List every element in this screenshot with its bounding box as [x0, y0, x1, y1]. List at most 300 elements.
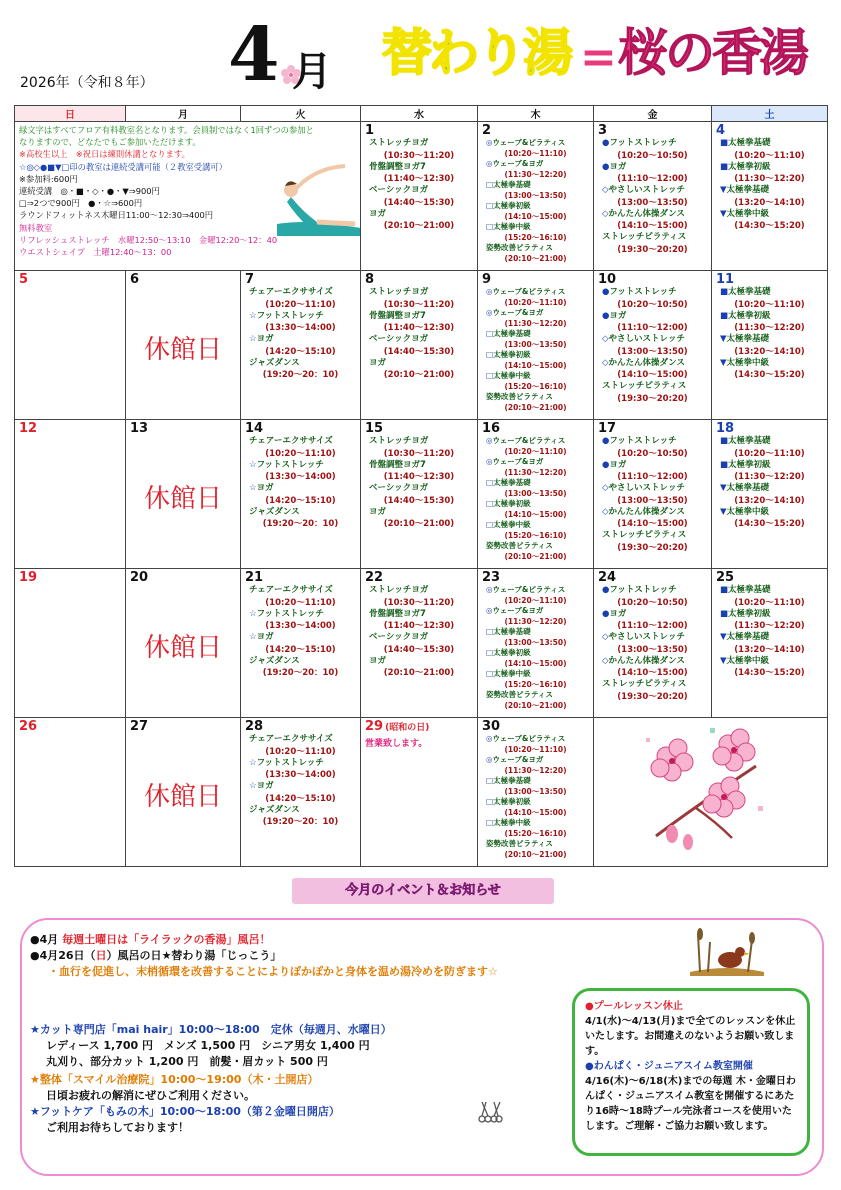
class-mark: ■: [720, 436, 729, 446]
class-time: (14:10～15:00): [617, 519, 688, 529]
class-time: (11:10～12:00): [617, 472, 688, 482]
class-name: □太極拳基礎: [486, 478, 531, 487]
class-time: (19:20～20：10): [262, 817, 339, 827]
class-time: (11:30～12:20): [504, 765, 567, 775]
class-name: ■太極拳初級: [720, 161, 771, 172]
day-number: 16: [482, 421, 501, 436]
class-time: (20:10～21:00): [383, 519, 455, 529]
class-time: (13:00～13:50): [617, 346, 688, 357]
class-time: (19:30～20:20): [617, 244, 688, 255]
event-text: ・血行を促進し、末梢循環を改善することによりぽかぽかと身体を温め湯冷めを防ぎます☆: [48, 965, 498, 978]
bath-title: 替わり湯: [382, 24, 570, 82]
class-name: □太極拳初級: [486, 648, 531, 657]
class-time: (14:30～15:20): [734, 668, 805, 678]
week-row-2: [15, 271, 828, 420]
class-time: (19:20～20：10): [262, 668, 339, 678]
class-mark: ●: [602, 287, 610, 297]
class-name: ▼太極拳中級: [720, 506, 770, 517]
day-cell-10[interactable]: [594, 271, 712, 420]
class-time: (13:00～13:50): [504, 637, 567, 647]
class-mark: □: [486, 520, 494, 529]
class-mark: ●: [602, 310, 610, 321]
shop-hair: [30, 1022, 392, 1070]
class-mark: ●: [602, 585, 610, 595]
class-name: □太極拳基礎: [486, 180, 531, 189]
day-cell-12[interactable]: [15, 420, 126, 569]
day-cell-11[interactable]: [712, 271, 828, 420]
class-mark: ◎: [486, 606, 493, 615]
holiday-open-note: 営業致します。: [365, 739, 428, 749]
class-time: (13:00～13:50): [617, 197, 688, 208]
class-name: ◇やさしいストレッチ: [602, 185, 685, 195]
class-name: ●ヨガ: [602, 161, 627, 172]
day-cell-26[interactable]: [15, 718, 126, 867]
class-name: ●フットストレッチ: [602, 436, 677, 446]
class-list: [482, 287, 589, 413]
day-cell-22[interactable]: [361, 569, 478, 718]
day-cell-3[interactable]: [594, 122, 712, 271]
day-cell-1[interactable]: [361, 122, 478, 271]
day-cell-15[interactable]: [361, 420, 478, 569]
weekday-fri: 金: [594, 106, 712, 122]
class-name: ●フットストレッチ: [602, 287, 677, 297]
class-name: ■太極拳基礎: [720, 436, 771, 446]
class-time: (10:20～10:50): [617, 448, 688, 459]
class-mark: □: [486, 371, 494, 380]
closed-label: 休館日: [143, 633, 222, 663]
class-name: ◇やさしいストレッチ: [602, 632, 685, 642]
class-time: (13:20～14:10): [734, 495, 805, 506]
event-text: ★替わり湯「じっこう」: [161, 949, 282, 962]
class-time: (14:30～15:20): [734, 370, 805, 380]
day-cell-2[interactable]: [478, 122, 594, 271]
class-name: ●フットストレッチ: [602, 585, 677, 595]
day-number: 28: [245, 719, 264, 734]
class-time: (20:10～21:00): [504, 253, 567, 263]
class-list: [716, 287, 823, 381]
day-cell-7[interactable]: [241, 271, 361, 420]
class-time: (10:20～11:10): [504, 297, 567, 307]
class-list: [598, 287, 707, 405]
day-cell-19[interactable]: [15, 569, 126, 718]
class-name: □太極拳中級: [486, 818, 531, 827]
class-time: (15:20～16:10): [504, 530, 567, 540]
event-item: [30, 948, 281, 964]
day-cell-30[interactable]: [478, 718, 594, 867]
class-name: ■太極拳基礎: [720, 585, 771, 595]
day-cell-20[interactable]: [126, 569, 241, 718]
class-list: [365, 287, 473, 381]
class-mark: ◎: [486, 287, 493, 296]
class-name: ストレッチピラティス: [602, 679, 687, 689]
class-name: ◎ウェーブ&ヨガ: [486, 755, 544, 764]
class-mark: □: [486, 499, 494, 508]
class-name: ◇かんたん体操ダンス: [602, 655, 685, 666]
shop-detail: レディース 1,700 円 メンズ 1,500 円 シニア男女 1,400 円: [46, 1039, 370, 1052]
title-equals: =: [580, 32, 614, 83]
day-cell-9[interactable]: [478, 271, 594, 420]
day-number: 18: [716, 421, 735, 436]
day-number: 29 (昭和の日): [365, 719, 430, 734]
class-mark: ■: [720, 310, 729, 321]
class-name: ■太極拳初級: [720, 459, 771, 470]
class-mark: ■: [720, 459, 729, 470]
class-time: (10:30～11:20): [383, 150, 455, 161]
class-name: ☆フットストレッチ: [249, 608, 324, 619]
day-number: 12: [19, 421, 38, 436]
class-time: (14:20～15:10): [265, 793, 336, 804]
class-mark: ●: [602, 608, 610, 619]
class-name: ◎ウェーブ&ピラティス: [486, 734, 566, 743]
class-time: (10:30～11:20): [383, 448, 455, 459]
year-label: 2026年（令和８年）: [20, 75, 154, 91]
day-number: 26: [19, 719, 38, 734]
class-mark: ▼: [720, 632, 727, 642]
class-time: (10:20～10:50): [617, 299, 688, 310]
class-mark: □: [486, 648, 494, 657]
class-time: (11:10～12:00): [617, 323, 688, 333]
class-mark: □: [486, 797, 494, 806]
class-mark: ▼: [720, 357, 727, 368]
weekday-sat: 土: [712, 106, 828, 122]
class-mark: □: [486, 222, 494, 231]
class-mark: ●: [602, 138, 610, 148]
class-name: □太極拳中級: [486, 222, 531, 231]
class-mark: ◇: [602, 632, 609, 642]
class-name: ▼太極拳基礎: [720, 185, 770, 195]
class-time: (14:10～15:00): [617, 221, 688, 231]
class-mark: □: [486, 627, 494, 636]
event-text: 毎週土曜日は「ライラックの香湯」風呂！: [62, 933, 271, 946]
class-list: [365, 138, 473, 232]
class-time: (13:30～14:00): [265, 770, 336, 780]
class-mark: ◎: [486, 457, 493, 466]
class-list: [716, 585, 823, 679]
event-text: ●4月26日（: [30, 949, 96, 962]
class-name: 姿勢改善ピラティス: [486, 541, 553, 550]
shop-footcare: [30, 1104, 340, 1136]
class-name: ストレッチピラティス: [602, 381, 687, 391]
class-name: ▼太極拳中級: [720, 357, 770, 368]
day-number: 14: [245, 421, 264, 436]
event-item: [48, 964, 498, 980]
day-cell-18[interactable]: [712, 420, 828, 569]
class-time: (11:40～12:30): [383, 323, 455, 333]
class-time: (15:20～16:10): [504, 679, 567, 689]
class-time: (14:10～15:00): [504, 360, 567, 370]
class-name: ◎ウェーブ&ヨガ: [486, 308, 544, 317]
class-mark: ☆: [249, 483, 257, 493]
class-mark: ▼: [720, 208, 727, 219]
class-name: ●ヨガ: [602, 608, 627, 619]
class-mark: ◎: [486, 436, 493, 445]
day-cell-5[interactable]: [15, 271, 126, 420]
class-time: (15:20～16:10): [504, 232, 567, 242]
closed-label: 休館日: [143, 782, 222, 812]
class-mark: ◎: [486, 734, 493, 743]
class-time: (13:20～14:10): [734, 644, 805, 655]
notice-line: リフレッシュストレッチ 水曜12:50～13:10 金曜12:20～12：40: [19, 234, 278, 245]
notice-line: 緑文字はすべてフロア有料教室名となります。会員制ではなく1回ずつの参加と: [19, 125, 314, 135]
class-name: ヨガ: [369, 357, 387, 368]
class-list: [598, 585, 707, 703]
class-list: [716, 138, 823, 232]
class-name: ☆ヨガ: [249, 334, 274, 344]
class-name: ストレッチピラティス: [602, 232, 687, 242]
pool-heading: ●プールレッスン休止: [585, 1001, 683, 1012]
day-number: 22: [365, 570, 384, 585]
class-time: (20:10～21:00): [504, 849, 567, 859]
class-time: (10:20～11:10): [504, 744, 567, 754]
class-time: (14:10～15:00): [504, 211, 567, 221]
day-number: 7: [245, 272, 255, 287]
class-mark: ◇: [602, 506, 609, 517]
class-time: (10:20～11:10): [734, 299, 805, 310]
pool-notice-box: [572, 988, 810, 1156]
notice-line: 連続受講 ◎・■・◇・●・▼⇒900円: [19, 186, 160, 197]
day-number: 23: [482, 570, 501, 585]
class-time: (11:40～12:30): [383, 621, 455, 631]
class-time: (19:30～20:20): [617, 393, 688, 404]
class-name: ベーシックヨガ: [369, 334, 429, 344]
class-mark: ◇: [602, 208, 609, 219]
weekday-mon: 月: [126, 106, 241, 122]
day-cell-4[interactable]: [712, 122, 828, 271]
day-number: 17: [598, 421, 617, 436]
class-time: (20:10～21:00): [383, 668, 455, 678]
class-name: 姿勢改善ピラティス: [486, 392, 553, 401]
class-list: [245, 734, 356, 828]
shop-detail: 日頃お疲れの解消にぜひご利用ください。: [46, 1089, 255, 1102]
day-number: 5: [19, 272, 29, 287]
class-time: (13:30～14:00): [265, 472, 336, 482]
class-mark: ▼: [720, 483, 727, 493]
class-time: (11:30～12:20): [504, 467, 567, 477]
day-cell-28[interactable]: [241, 718, 361, 867]
class-mark: □: [486, 478, 494, 487]
class-mark: □: [486, 669, 494, 678]
class-mark: ◎: [486, 138, 493, 147]
day-cell-24[interactable]: [594, 569, 712, 718]
day-number: 20: [130, 570, 149, 585]
day-number: 30: [482, 719, 501, 734]
class-name: ☆フットストレッチ: [249, 459, 324, 470]
class-name: ヨガ: [369, 655, 387, 666]
class-name: ■太極拳初級: [720, 608, 771, 619]
class-time: (20:10～21:00): [383, 221, 455, 231]
class-name: 骨盤調整ヨガ7: [369, 608, 426, 619]
class-time: (13:20～14:10): [734, 197, 805, 208]
event-text: 日: [95, 949, 107, 962]
class-name: ベーシックヨガ: [369, 483, 429, 493]
class-name: ◇やさしいストレッチ: [602, 483, 685, 493]
class-time: (10:20～11:10): [265, 746, 336, 757]
shop-detail: 丸刈り、部分カット 1,200 円 前髪・眉カット 500 円: [46, 1055, 328, 1068]
class-time: (15:20～16:10): [504, 381, 567, 391]
day-cell-14[interactable]: [241, 420, 361, 569]
class-time: (10:20～11:10): [265, 299, 336, 310]
class-name: □太極拳初級: [486, 499, 531, 508]
class-list: [482, 436, 589, 562]
weekday-sun: 日: [15, 106, 126, 122]
day-number: 1: [365, 123, 375, 138]
class-time: (13:00～13:50): [617, 495, 688, 506]
class-list: [245, 585, 356, 679]
event-text: ●4月: [30, 933, 59, 946]
class-time: (14:30～15:20): [734, 221, 805, 231]
class-mark: ▼: [720, 655, 727, 666]
day-cell-6[interactable]: [126, 271, 241, 420]
class-name: ●ヨガ: [602, 310, 627, 321]
class-mark: ☆: [249, 459, 257, 470]
class-time: (14:40～15:30): [383, 197, 455, 208]
class-time: (11:30～12:20): [504, 616, 567, 626]
day-number: 24: [598, 570, 617, 585]
class-name: ▼太極拳中級: [720, 655, 770, 666]
class-name: ■太極拳基礎: [720, 287, 771, 297]
class-time: (10:30～11:20): [383, 299, 455, 310]
class-time: (10:20～11:10): [504, 446, 567, 456]
event-text: ）風呂の日: [106, 949, 162, 962]
class-name: □太極拳中級: [486, 371, 531, 380]
class-name: ジャズダンス: [249, 357, 300, 368]
day-number: 8: [365, 272, 375, 287]
day-number: 3: [598, 123, 608, 138]
class-time: (10:20～10:50): [617, 597, 688, 608]
class-mark: ■: [720, 138, 729, 148]
day-cell-29[interactable]: [361, 718, 478, 867]
class-mark: ◇: [602, 483, 609, 493]
class-name: ◇かんたん体操ダンス: [602, 208, 685, 219]
class-name: ◇やさしいストレッチ: [602, 334, 685, 344]
day-cell-17[interactable]: [594, 420, 712, 569]
class-time: (11:40～12:30): [383, 472, 455, 482]
day-number: 11: [716, 272, 735, 287]
class-name: 姿勢改善ピラティス: [486, 243, 553, 252]
class-name: チェアーエクササイズ: [249, 585, 333, 595]
class-time: (13:30～14:00): [265, 621, 336, 631]
class-name: ストレッチヨガ: [369, 138, 429, 148]
class-time: (13:00～13:50): [504, 488, 567, 498]
class-name: □太極拳初級: [486, 350, 531, 359]
month-number: 4: [228, 12, 280, 98]
class-time: (14:20～15:10): [265, 495, 336, 506]
class-time: (10:20～11:10): [504, 595, 567, 605]
class-name: ◎ウェーブ&ヨガ: [486, 606, 544, 615]
class-time: (11:30～12:20): [504, 318, 567, 328]
class-mark: ▼: [720, 334, 727, 344]
class-name: ジャズダンス: [249, 804, 300, 815]
class-time: (14:40～15:30): [383, 644, 455, 655]
class-mark: ▼: [720, 185, 727, 195]
class-time: (14:20～15:10): [265, 346, 336, 357]
day-cell-13[interactable]: [126, 420, 241, 569]
class-time: (13:00～13:50): [617, 644, 688, 655]
class-mark: ☆: [249, 608, 257, 619]
class-name: ☆ヨガ: [249, 781, 274, 791]
class-list: [716, 436, 823, 530]
weekday-thu: 木: [478, 106, 594, 122]
day-cell-8[interactable]: [361, 271, 478, 420]
day-number: 13: [130, 421, 149, 436]
class-mark: □: [486, 329, 494, 338]
class-list: [245, 436, 356, 530]
day-number: 6: [130, 272, 140, 287]
class-mark: ●: [602, 459, 610, 470]
weekday-tue: 火: [241, 106, 361, 122]
class-name: ジャズダンス: [249, 655, 300, 666]
class-time: (14:10～15:00): [504, 658, 567, 668]
class-time: (11:10～12:00): [617, 174, 688, 184]
shop-detail: ご利用お待ちしております！: [46, 1121, 189, 1134]
class-time: (14:40～15:30): [383, 495, 455, 506]
class-time: (20:10～21:00): [504, 402, 567, 412]
class-time: (19:20～20：10): [262, 519, 339, 529]
class-time: (10:20～11:10): [265, 597, 336, 608]
class-name: 骨盤調整ヨガ7: [369, 161, 426, 172]
notice-line: なりますので、どなたでもご参加いただけます。: [19, 137, 201, 148]
class-name: ◇かんたん体操ダンス: [602, 506, 685, 517]
class-time: (13:00～13:50): [504, 786, 567, 796]
class-name: ■太極拳基礎: [720, 138, 771, 148]
stretch-illustration-icon: [273, 162, 361, 242]
class-list: [245, 287, 356, 381]
bird-grass-icon: [688, 924, 766, 976]
class-time: (10:30～11:20): [383, 597, 455, 608]
shop-seitai: [30, 1072, 318, 1104]
closed-label: 休館日: [143, 484, 222, 514]
class-mark: □: [486, 201, 494, 210]
pool-text: 4/1(水)～4/13(月)まで全てのレッスンを休止いたします。お間違えのないようお願い致します。: [585, 1016, 796, 1057]
week-row-3: [15, 420, 828, 569]
class-mark: ☆: [249, 781, 257, 791]
class-time: (11:30～12:20): [504, 169, 567, 179]
class-name: □太極拳基礎: [486, 627, 531, 636]
day-cell-21[interactable]: [241, 569, 361, 718]
class-mark: ◇: [602, 357, 609, 368]
class-time: (14:40～15:30): [383, 346, 455, 357]
class-name: ストレッチヨガ: [369, 287, 429, 297]
bath-name: 桜の香湯: [618, 24, 806, 82]
class-name: ◎ウェーブ&ピラティス: [486, 138, 566, 147]
class-time: (14:10～15:00): [617, 668, 688, 678]
class-name: ▼太極拳基礎: [720, 334, 770, 344]
holiday-label: (昭和の日): [385, 723, 430, 733]
shop-title: ★フットケア「もみの木」10:00～18:00（第２金曜日開店）: [30, 1105, 340, 1118]
class-name: ◎ウェーブ&ヨガ: [486, 457, 544, 466]
day-cell-16[interactable]: [478, 420, 594, 569]
class-time: (10:20～11:10): [734, 597, 805, 608]
day-cell-25[interactable]: [712, 569, 828, 718]
notice-line: ☆◎◇●■▼□印の教室は連続受講可能（２教室受講可）: [19, 161, 227, 172]
class-list: [598, 436, 707, 554]
class-time: (15:20～16:10): [504, 828, 567, 838]
class-name: ジャズダンス: [249, 506, 300, 517]
class-time: (20:10～21:00): [504, 551, 567, 561]
class-time: (19:30～20:20): [617, 691, 688, 702]
day-cell-23[interactable]: [478, 569, 594, 718]
class-list: [365, 436, 473, 530]
day-cell-27[interactable]: [126, 718, 241, 867]
class-name: □太極拳基礎: [486, 776, 531, 785]
class-name: ●フットストレッチ: [602, 138, 677, 148]
class-time: (13:30～14:00): [265, 323, 336, 333]
class-name: ●ヨガ: [602, 459, 627, 470]
day-number: 21: [245, 570, 264, 585]
class-time: (14:10～15:00): [504, 807, 567, 817]
class-time: (14:10～15:00): [504, 509, 567, 519]
week-row-1: [15, 122, 828, 271]
